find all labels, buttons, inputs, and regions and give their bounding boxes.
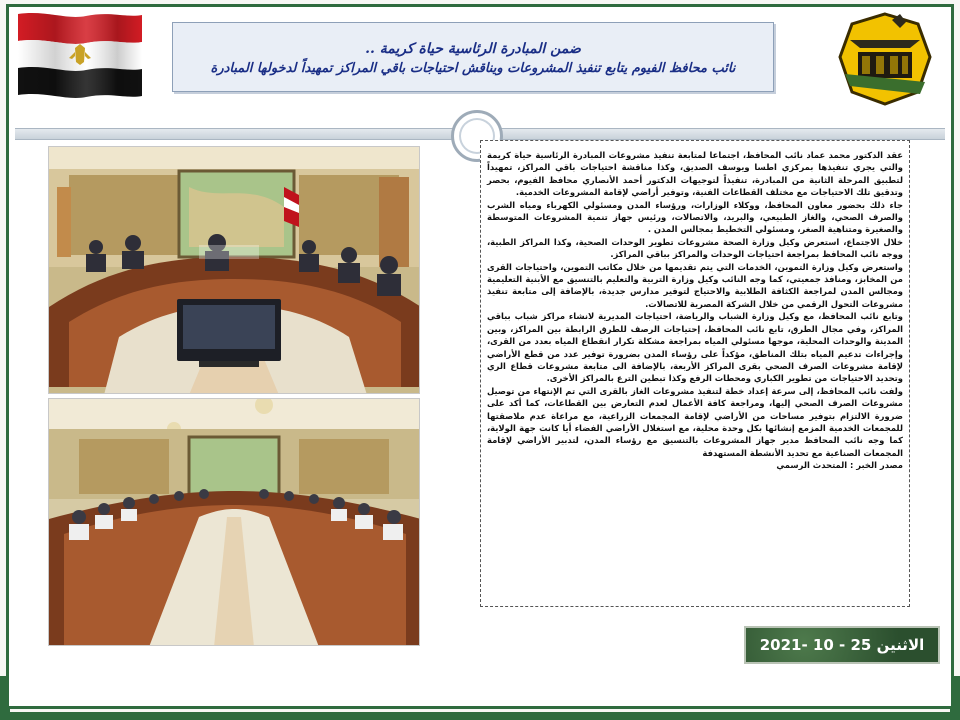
article-paragraph: وتابع نائب المحافظ، مع وكيل وزارة الشباب والرياضة، احتياجات المديرية لانشاء مراكز شباب بباقي المراكز، وفي مجال الطرق، تابع نائب المحافظ، إحتياجات الرصف للطرق الرابطة بين المراكز، وبين المدينة والوحدات المحلية، موجها مسئولي المياه بمراجعة مشكلة تكرار انقطاع المياه بعدد من القرى، وإجراءات تدعيم المياه بتلك المناطق، مؤكداً على رؤساء المدن بضرورة توفير عدد من قطع الأراضي لإقامة مشروعات الصرف الصحي بقرى المراكز الأربعة، بالإضافة الى متابعة مشروعات قطاع الري وتحديد الاحتياجات من تطوير الكباري ومحطات الرفع وكذا تبطين الترع بالمراكز الأخرى. bbox=[487, 311, 903, 384]
article-text-box bbox=[480, 140, 910, 607]
headline-line-1: ضمن المبادرة الرئاسية حياة كريمة .. bbox=[365, 41, 581, 57]
meeting-photo-1 bbox=[48, 146, 420, 394]
date-badge bbox=[744, 626, 940, 664]
article-source: مصدر الخبر : المتحدث الرسمي bbox=[776, 460, 903, 471]
egypt-flag-icon bbox=[16, 10, 144, 100]
article-paragraph: خلال الاجتماع، استعرض وكيل وزارة الصحة مشروعات تطوير الوحدات الصحية، وكذا المراكز الطبية، ووجه نائب المحافظ بمراجعة احتياجات الوحدات والمراكز بباقي المراكز. bbox=[487, 236, 903, 260]
meeting-photo-2 bbox=[48, 398, 420, 646]
headline-line-2: نائب محافظ الفيوم يتابع تنفيذ المشروعات ويناقش احتياجات باقي المراكز تمهيداً لدخولها المبادرة bbox=[210, 61, 736, 76]
article-paragraph: عقد الدكتور محمد عماد نائب المحافظ، اجتماعا لمتابعة تنفيذ مشروعات المبادرة الرئاسية حياة كريمة والتي يجري تنفيذها بمركزي اطسا ويوسف الصديق، وكذا مناقشة احتياجات باقي المراكز، تمهيداً لتطبيق المرحلة الثانية من المبادرة، تنفيذاً لتوجيهات الدكتور أحمد الأنصاري محافظ الفيوم، بحصر وتدقيق تلك الاحتياجات مع مختلف القطاعات الفنية، وتوفير أراضي لإقامة المشروعات الخدمية. bbox=[487, 150, 903, 198]
headline-box bbox=[172, 22, 774, 92]
date-label: الاثنين 25 - 10 -2021 bbox=[759, 636, 925, 654]
article-paragraph: جاء ذلك بحضور معاون المحافظ، ووكلاء الوزارات، ورؤساء المدن ومسئولي الكهرباء ومياه الشرب والصرف الصحي، والغاز الطبيعي، والبريد، والاتصالات، ورئيس جهاز تنمية المشروعات المتوسطة والصغيرة ومتناهية الصغر، ومسئولي التخطيط بمجالس المدن . bbox=[487, 199, 903, 235]
fayoum-governorate-logo bbox=[830, 12, 940, 107]
article-paragraph: واستعرض وكيل وزارة التموين، الخدمات التي يتم تقديمها من خلال مكاتب التموين، واحتياجات القرى من المخابز، ومنافذ جمعيتي، كما وجه النائب وكيل وزارة التربية والتعليم بالتنسيق مع الأبنية التعليمية ومجالس المدن لمراجعة الكثافة الطلابية والاحتياج لتوفير مدارس جديدة، بالإضافة إلى متابعة تنفيذ مشروعات التحول الرقمي من خلال الشركة المصرية للاتصالات. bbox=[487, 261, 903, 309]
article-paragraph: ولفت نائب المحافظ، إلى سرعة إعداد خطة لتنفيذ مشروعات الغاز بالقرى التي تم الإنتهاء من توصيل مشروعات الصرف الصحي إليها، ومراجعة كافة الأعمال لعدم التعارض بين القطاعات، كما أكد على ضرورة الالتزام بتوفير مساحات من الأراضي لإقامة المجمعات الزراعية، مع مراعاة عدم ملاصقتها للمجمعات الخدمية المزمع إنشائها بكل وحدة محلية، مع استغلال الأراضي الفضاء أيا كانت جهة الولاية، كما وجه نائب المحافظ مدير جهاز المشروعات بالتنسيق مع رؤساء المدن، لتدبير الأراضي لإقامة المجمعات الصناعية مع تحديد الأنشطة المستهدفة bbox=[487, 385, 903, 458]
